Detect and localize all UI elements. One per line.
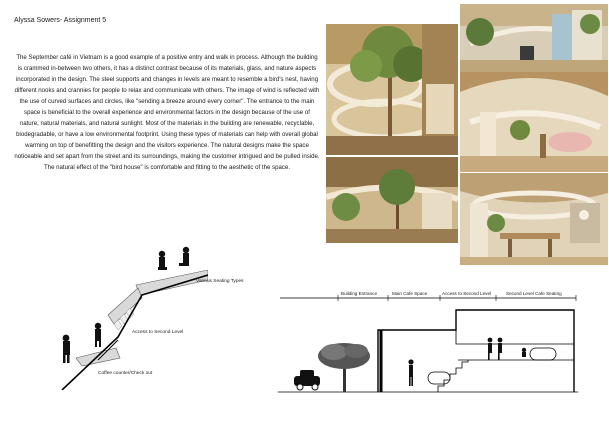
photo-cafe-interior-curves (460, 72, 608, 172)
axon-label-seating: Various Seating Types (196, 279, 244, 284)
section-label-entrance: Building Entrance (341, 291, 378, 296)
axon-diagram (58, 240, 208, 390)
essay-paragraph: The September café in Vietnam is a good example of a positive entry and walk in process. Although the building is crammed in-between two others, it has a distinct contrast because of its materials, glass, and nature aspects incorporated in the design. The steel supports and changes in levels are meant to resemble a bird's nest, having different nooks and crannies for people to relax and communicate with others. The image of wind is reflected with the use of curved surfaces and circles, like "sending a breeze around every corner". The entrance to the main space is beneficial to the overall experience and environmental factors in the design because of the use of nature, natural materials, and natural sunlight. Most of the materials in the building are renewable, recyclable, biodegradable, or have a low environmental footprint. Using these types of materials can help with overall global warming on top of benefitting the design and the visitors experience. The natural designs make the space noticeable and set apart from the street and its surroundings, making the customer intrigued and be pulled inside. The natural effect of the "bird house" is comfortable and fitting to the aesthetic of the space. (14, 54, 320, 172)
section-label-access: Access to Second Level (442, 291, 492, 296)
photo-cafe-counter-top (460, 4, 608, 72)
section-diagram (278, 288, 578, 400)
section-label-second: Second Level Cafe Seating (506, 291, 562, 296)
axon-label-access: Access to Second Level (132, 330, 184, 335)
photo-cafe-street-facade (326, 157, 458, 243)
axon-label-counter: Coffee counter/Check out (98, 371, 153, 376)
section-label-main: Main Cafe Space (392, 291, 428, 296)
photo-cafe-trees-atrium (326, 24, 458, 155)
assignment-title: Alyssa Sowers- Assignment 5 (14, 17, 107, 24)
photo-cafe-seating-area (460, 173, 608, 265)
